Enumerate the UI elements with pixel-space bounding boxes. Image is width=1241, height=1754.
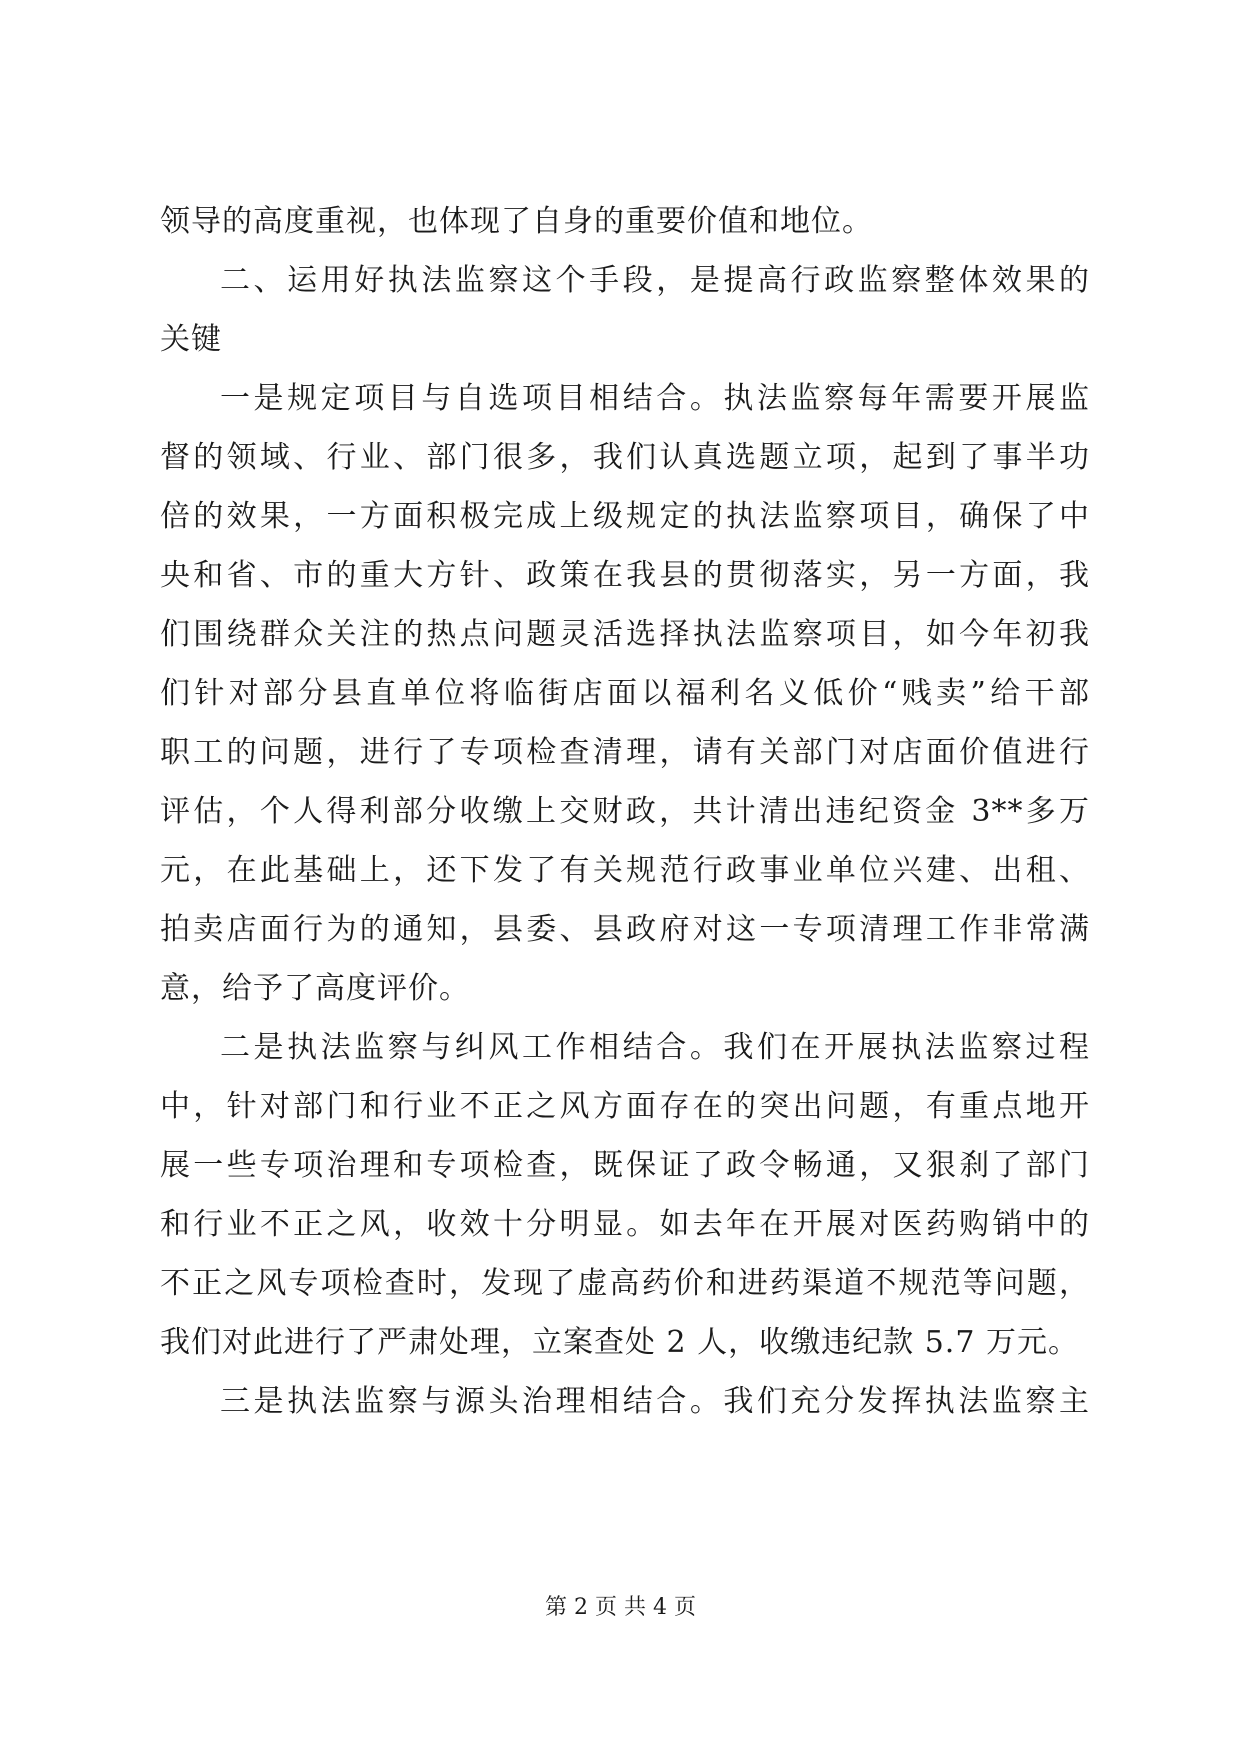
text-line: 评估，个人得利部分收缴上交财政，共计清出违纪资金 3**多万 <box>160 794 1090 829</box>
text-line: 和行业不正之风，收效十分明显。如去年在开展对医药购销中的 <box>160 1207 1090 1242</box>
text-line: 不正之风专项检查时，发现了虚高药价和进药渠道不规范等问题， <box>160 1266 1090 1301</box>
paragraph-first-line: 一是规定项目与自选项目相结合。执法监察每年需要开展监 <box>220 381 1090 416</box>
section-heading-line: 关键 <box>160 322 222 357</box>
text-line: 中，针对部门和行业不正之风方面存在的突出问题，有重点地开 <box>160 1089 1090 1124</box>
text-line: 我们对此进行了严肃处理，立案查处 2 人，收缴违纪款 5.7 万元。 <box>160 1325 1079 1360</box>
text-line: 展一些专项治理和专项检查，既保证了政令畅通，又狠刹了部门 <box>160 1148 1090 1183</box>
text-line: 们针对部分县直单位将临街店面以福利名义低价“贱卖”给干部 <box>160 676 1090 711</box>
text-line: 倍的效果，一方面积极完成上级规定的执法监察项目，确保了中 <box>160 499 1090 534</box>
text-line: 意，给予了高度评价。 <box>160 971 470 1006</box>
page-number-footer: 第 2 页 共 4 页 <box>545 1595 696 1620</box>
paragraph-first-line: 二是执法监察与纠风工作相结合。我们在开展执法监察过程 <box>220 1030 1090 1065</box>
text-line: 央和省、市的重大方针、政策在我县的贯彻落实，另一方面，我 <box>160 558 1090 593</box>
text-line: 督的领域、行业、部门很多，我们认真选题立项，起到了事半功 <box>160 440 1090 475</box>
text-line: 们围绕群众关注的热点问题灵活选择执法监察项目，如今年初我 <box>160 617 1090 652</box>
text-line: 元，在此基础上，还下发了有关规范行政事业单位兴建、出租、 <box>160 853 1090 888</box>
section-heading-line: 二、运用好执法监察这个手段，是提高行政监察整体效果的 <box>220 263 1090 298</box>
paragraph-first-line: 三是执法监察与源头治理相结合。我们充分发挥执法监察主 <box>220 1384 1090 1419</box>
text-line: 职工的问题，进行了专项检查清理，请有关部门对店面价值进行 <box>160 735 1090 770</box>
document-body <box>160 192 1090 1431</box>
text-line: 拍卖店面行为的通知，县委、县政府对这一专项清理工作非常满 <box>160 912 1090 947</box>
text-line: 领导的高度重视，也体现了自身的重要价值和地位。 <box>160 204 873 239</box>
